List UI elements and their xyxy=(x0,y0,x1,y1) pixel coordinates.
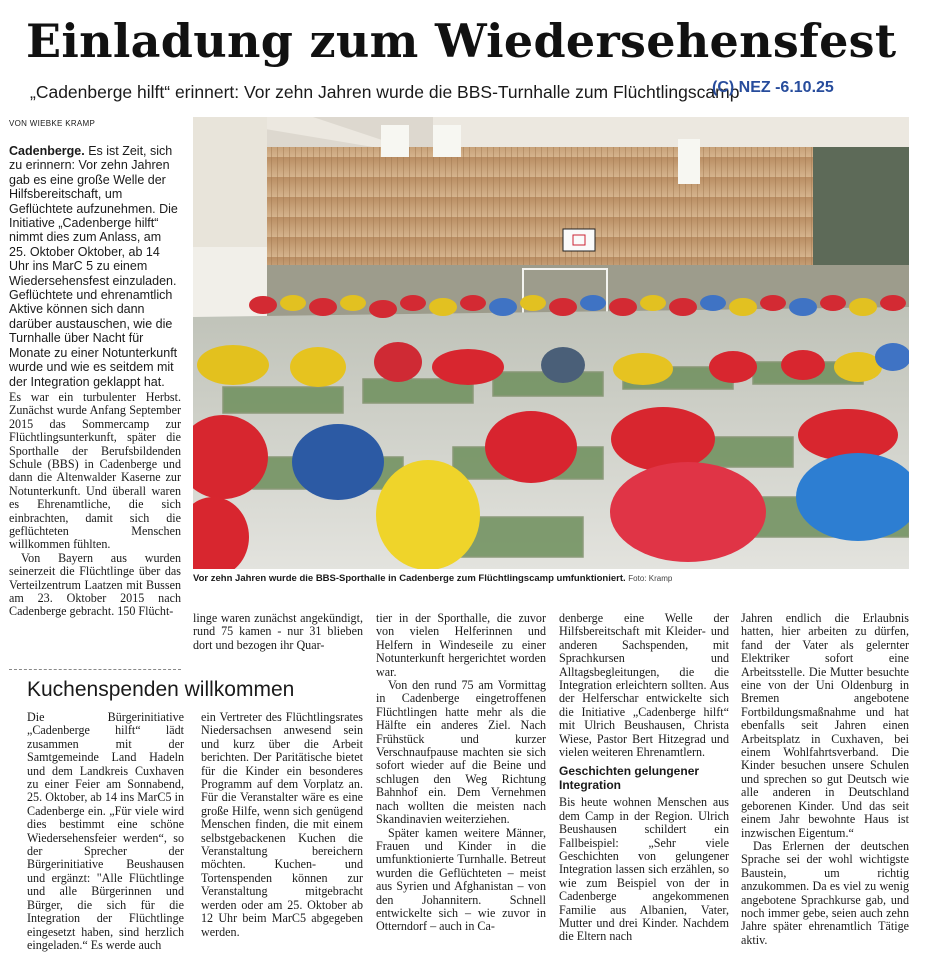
body-paragraph: Das Erlernen der deutschen Sprache sei der wohl wichtigste Baustein, um richtig anzukommen. Da es viel zu wenig angebotene Sprachkurse gab, und noch immer gebe, seien auch zehn Jahre später ehrenamtlich Tätige aktiv. xyxy=(741,838,909,947)
body-paragraph: Bis heute wohnen Menschen aus dem Camp in der Region. Ulrich Beushausen schildert ein Fallbeispiel: „Sehr viele Geschichten von gelungener Integration lassen sich erzählen, so wie zum Beispiel von der in Cadenberge angekommenen Familie aus Albanien, Vater, Mutter und drei Kinder. Nachdem die Eltern nach xyxy=(559,795,729,944)
body-paragraph-col2: linge waren zunächst angekündigt, rund 75 kamen - nur 31 blieben dort und bezogen ihr Quar- xyxy=(193,611,363,652)
lead-paragraph xyxy=(9,144,181,389)
copyright-stamp: (C) NEZ -6.10.25 xyxy=(712,79,834,96)
lead-text: Es ist Zeit, sich zu erinnern: Vor zehn Jahren gab es eine große Welle der Hilfsbereitschaft, um Geflüchtete aufzunehmen. Die Initiative „Cadenberge hilft“ nimmt dies zum Anlass, am 25. Oktober Oktober, ab 14 Uhr ins MarC 5 zu einem Wiedersehensfest einzuladen. Geflüchtete und ehrenamtlich Aktive können sich dann darüber austauschen, wie die Turnhalle über Nacht für Monate zu einer Notunterkunft wurde und wie es seitdem mit der Integration geklappt hat. xyxy=(9,144,178,389)
sidebar-column-a: Die Bürgerinitiative „Cadenberge hilft“ lädt zusammen mit der Samtgemeinde Land Hadeln und dem Landkreis Cuxhaven zu einer Feier am Sonnabend, 25. Oktober, ab 14 ins MarC5 in Cadenberge ein. „Für viele wird dies bestimmt eine schöne Wiedersehensfeier werden“, so der Sprecher der Bürgerinitiative Beushausen und ergänzt: "Alle Flüchtlinge und alle Bürgerinnen und Bürger, die sich für die Integration der Flüchtlinge eingesetzt haben, sind herzlich eingeladen.“ Es werde auch xyxy=(27,710,184,952)
body-paragraph: Später kamen weitere Männer, Frauen und Kinder in die umfunktionierte Turnhalle. Betreut wurden die Geflüchteten – meist aus Syrien und Afghanistan – von den Johannitern. Schnell entwickelte sich – wie zuvor in Otterndorf – auch in Ca- xyxy=(376,825,546,934)
body-column-5 xyxy=(741,612,909,947)
section-heading: Geschichten gelungener Integration xyxy=(559,764,700,792)
lead-column xyxy=(9,144,181,619)
photo-caption xyxy=(193,573,672,584)
body-paragraph: Jahren endlich die Erlaubnis hatten, hier arbeiten zu dürfen, fand der Vater als gelernter Elektriker sofort eine Arbeitsstelle. Die Mutter besuchte eine von der Uni Oldenburg in Bremen angebotene Fortbildungsmaßnahme und hat ebenfalls seit Jahren einen Arbeitsplatz in Cuxhaven, bei einem Wohlfahrtsverband. Die Kinder besuchen unsere Schulen und sprechen so gut Deutsch wie alle anderen in Deutschland geborenen Kinder. Und das seit einem Jahr bewohnte Haus ist inzwischen Eigentum.“ xyxy=(741,611,909,840)
sidebar-heading: Kuchenspenden willkommen xyxy=(27,678,295,701)
sidebar-column-b: ein Vertreter des Flüchtlingsrates Niedersachsen anwesend sein und kurz über die Arbeit berichten. Der Paritätische bietet für die Kinder ein besonderes Programm auf dem Vorplatz an. Für die Veranstalter wäre es eine große Hilfe, wenn sich genügend Menschen finden, die mit einem selbstgebackenen Kuchen die Veranstaltung bereichern möchten. Kuchen- und Tortenspenden können zur Veranstaltung mitgebracht werden oder am 25. Oktober ab 12 Uhr beim MarC5 abgegeben werden. xyxy=(201,710,363,939)
photo-credit: Foto: Kramp xyxy=(628,574,673,583)
headline: Einladung zum Wiedersehensfest xyxy=(26,14,897,68)
gym-photo-illustration xyxy=(193,117,909,569)
body-paragraph: Von Bayern aus wurden seinerzeit die Flüchtlinge über das Verteilzentrum Laatzen mit Bussen am 23. Oktober 2015 nach Cadenberge gebracht. 150 Flücht- xyxy=(9,550,181,619)
body-paragraph: Es war ein turbulenter Herbst. Zunächst wurde Anfang September 2015 das Sommercamp zur Flüchtlingsunterkunft, später die Sporthalle der Berufsbildenden Schule (BBS) in Cadenberge und dann die Altenwalder Kaserne zur Notunterkunft. Und überall waren es Ehrenamtliche, die sich einbrachten, damit sich die geflüchteten Menschen willkommen fühlten. xyxy=(9,389,181,552)
body-column-3 xyxy=(376,612,546,934)
body-paragraph: Von den rund 75 am Vormittag in Cadenberge eingetroffenen Flüchtlingen hatte mehr als die Hälfte ein anderes Ziel. Nach Frühstück und kurzer Verschnaufpause machten sie sich sofort wieder auf die Beine und schlugen den Weg Richtung Bahnhof ein. Dem Vernehmen nach wollten die meisten nach Skandinavien weiterziehen. xyxy=(376,678,546,827)
caption-text: Vor zehn Jahren wurde die BBS-Sporthalle in Cadenberge zum Flüchtlingscamp umfunktioniert. xyxy=(193,573,626,584)
body-paragraph: denberge eine Welle der Hilfsbereitschaft mit Kleider- und anderen Sachspenden, mit Sprachkursen und Alltagsbegleitungen, die die Integration erleichtern sollten. Aus der Helferschar entwickelte sich die Initiative „Cadenberge hilft“ mit Ulrich Beushausen, Christa Wiese, Pastor Bert Hitzegrad und vielen weiteren Ehrenamtlern. xyxy=(559,611,729,760)
byline: VON WIEBKE KRAMP xyxy=(9,119,96,128)
body-column-4 xyxy=(559,612,729,944)
divider xyxy=(9,669,181,670)
gym-photo xyxy=(193,117,909,569)
body-paragraph: tier in der Sporthalle, die zuvor von vielen Helferinnen und Helfern in Windeseile zu einer Notunterkunft hergerichtet worden war. xyxy=(376,611,546,679)
subheadline: „Cadenberge hilft“ erinnert: Vor zehn Jahren wurde die BBS-Turnhalle zum Flüchtlingscamp xyxy=(30,82,740,102)
lead-place: Cadenberge. xyxy=(9,144,85,158)
